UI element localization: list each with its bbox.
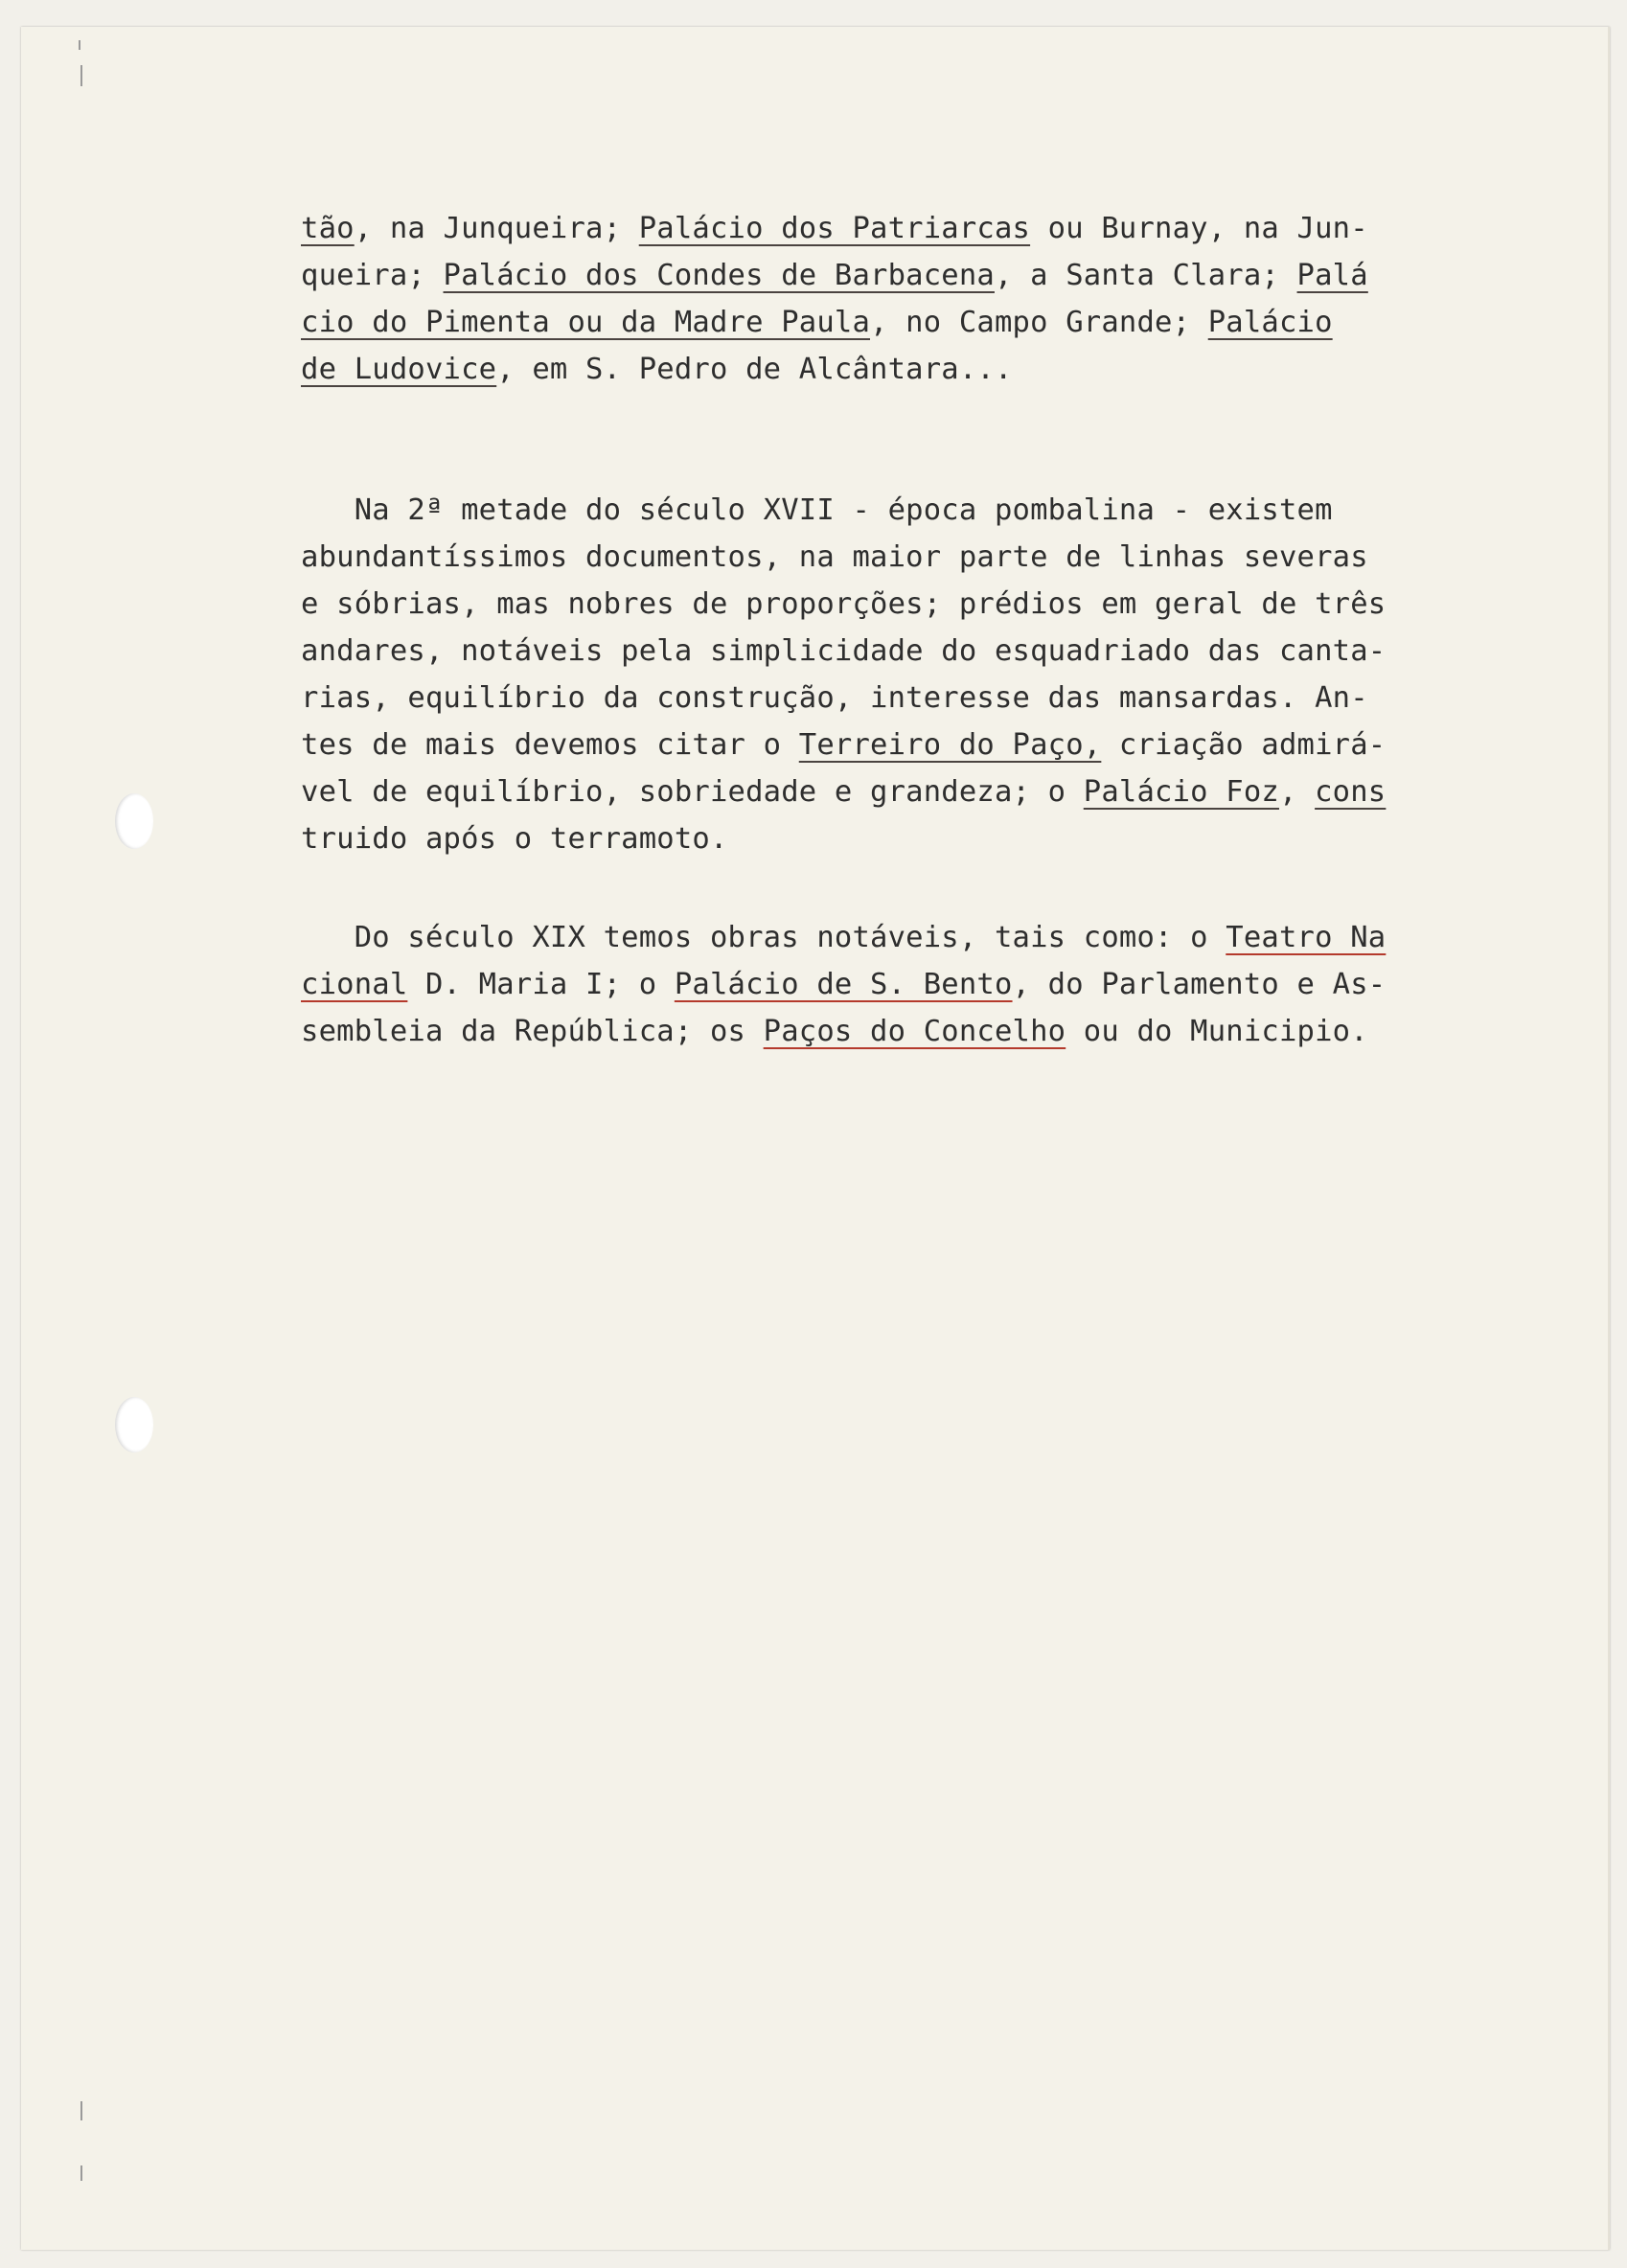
text-run: , em S. Pedro de Alcântara...	[496, 353, 1013, 386]
text-run: , do Parlamento e As-	[1012, 968, 1386, 1001]
text-run: e sóbrias, mas nobres de proporções; prédios em geral de três	[301, 587, 1386, 621]
underlined-term: Teatro Na	[1226, 921, 1386, 954]
text-line	[301, 914, 1508, 961]
paragraph-2	[301, 487, 1508, 862]
underlined-term: Palácio dos Condes de Barbacena	[443, 259, 995, 292]
text-run: andares, notáveis pela simplicidade do esquadriado das canta-	[301, 634, 1386, 668]
text-run: tes de mais devemos citar o	[301, 728, 799, 762]
text-run: ,	[1278, 775, 1316, 809]
text-run: queira;	[301, 259, 444, 292]
text-run: Do século XIX temos obras notáveis, tais como: o	[301, 921, 1226, 954]
underlined-term: Palácio de S. Bento	[674, 968, 1013, 1001]
text-line	[301, 1008, 1508, 1055]
punch-hole-bottom	[115, 1397, 153, 1453]
margin-mark	[80, 2165, 82, 2181]
underlined-term: Palácio dos Patriarcas	[638, 212, 1031, 245]
text-line	[301, 961, 1508, 1008]
text-run: criação admirá-	[1101, 728, 1386, 762]
underlined-term: Palá	[1296, 259, 1368, 292]
text-line	[301, 252, 1508, 299]
underlined-term: cio do Pimenta ou da Madre Paula	[301, 306, 871, 339]
text-line	[301, 815, 1508, 862]
text-line	[301, 768, 1508, 815]
text-run: vel de equilíbrio, sobriedade e grandeza; o	[301, 775, 1084, 809]
text-run: truido após o terramoto.	[301, 822, 728, 856]
underlined-term: Palácio	[1207, 306, 1333, 339]
text-line	[301, 534, 1508, 581]
paragraph-3	[301, 914, 1508, 1055]
text-line	[301, 487, 1508, 534]
text-run: ou do Municipio.	[1066, 1015, 1368, 1048]
text-run: , no Campo Grande;	[870, 306, 1208, 339]
punch-hole-top	[115, 793, 153, 849]
underlined-term: cons	[1315, 775, 1386, 809]
margin-mark	[80, 2101, 82, 2120]
text-run: D. Maria I; o	[407, 968, 675, 1001]
text-run: , na Junqueira;	[354, 212, 639, 245]
underlined-term: de Ludovice	[301, 353, 497, 386]
margin-mark	[80, 65, 82, 86]
text-line	[301, 628, 1508, 675]
underlined-term: cional	[301, 968, 408, 1001]
text-run: sembleia da República; os	[301, 1015, 764, 1048]
text-line	[301, 346, 1508, 393]
text-run: abundantíssimos documentos, na maior parte de linhas severas	[301, 540, 1368, 574]
underlined-term: Palácio Foz	[1083, 775, 1279, 809]
text-line	[301, 581, 1508, 628]
text-line	[301, 299, 1508, 346]
text-run: ou Burnay, na Jun-	[1030, 212, 1368, 245]
underlined-term: Terreiro do Paço,	[798, 728, 1102, 762]
text-line	[301, 675, 1508, 722]
underlined-term: Paços do Concelho	[763, 1015, 1066, 1048]
text-line	[301, 205, 1508, 252]
text-run: , a Santa Clara;	[994, 259, 1297, 292]
underlined-term: tão	[301, 212, 355, 245]
document-page	[21, 27, 1610, 2250]
margin-mark	[79, 40, 80, 50]
paragraph-1	[301, 205, 1508, 393]
text-run: rias, equilíbrio da construção, interesse das mansardas. An-	[301, 681, 1368, 715]
text-run: Na 2ª metade do século XVII - época pombalina - existem	[301, 493, 1333, 527]
text-line	[301, 722, 1508, 768]
